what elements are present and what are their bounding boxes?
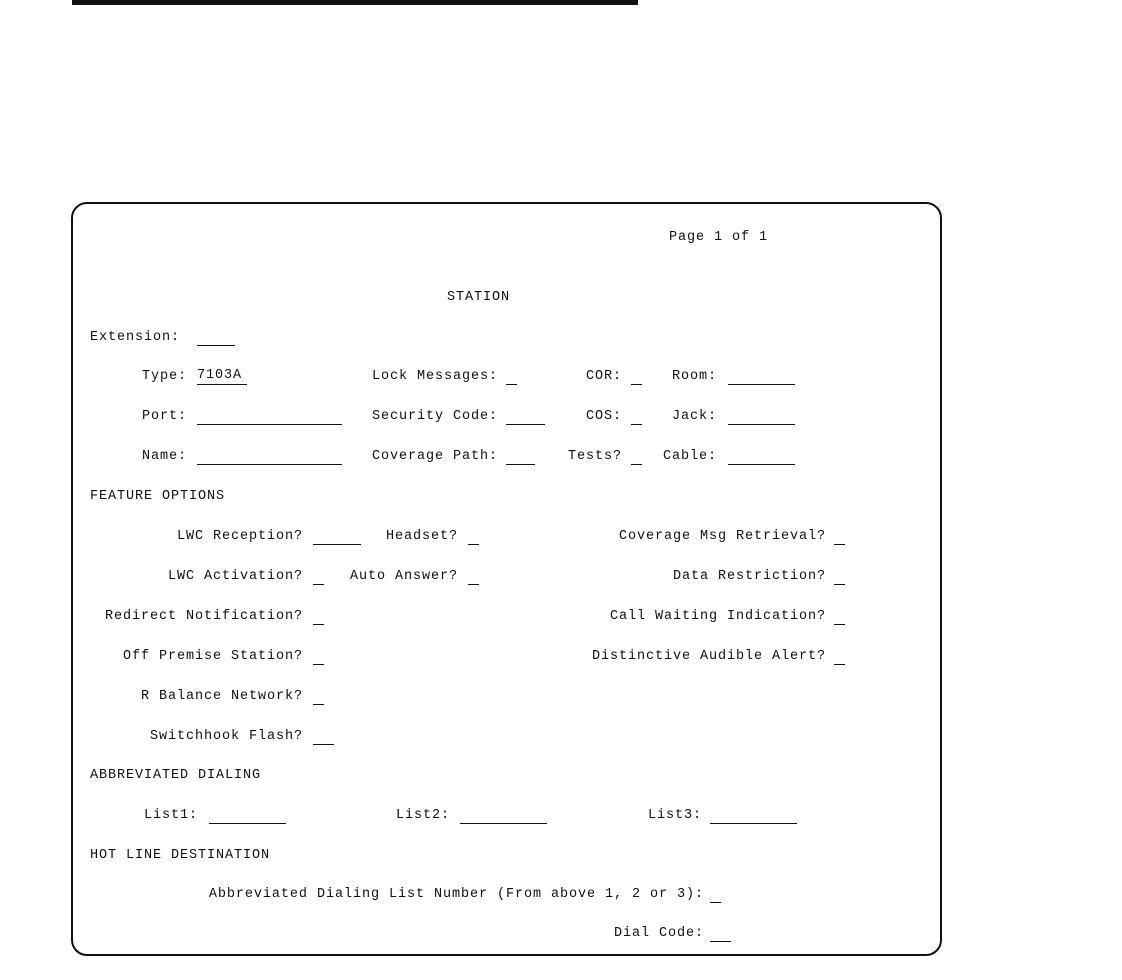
type-label: Type:	[141, 369, 187, 384]
coverage-path-label: Coverage Path:	[371, 449, 498, 464]
switchhook-flash-label: Switchhook Flash?	[149, 729, 303, 744]
cos-field[interactable]	[631, 409, 642, 425]
headset-field[interactable]	[468, 529, 479, 545]
data-restriction-label: Data Restriction?	[672, 569, 826, 584]
coverage-msg-retrieval-label: Coverage Msg Retrieval?	[618, 529, 826, 544]
cor-label: COR:	[585, 369, 622, 384]
list2-field[interactable]	[460, 808, 547, 824]
list1-field[interactable]	[209, 808, 286, 824]
extension-field[interactable]	[197, 330, 235, 346]
off-premise-station-field[interactable]	[313, 649, 324, 665]
distinctive-audible-alert-field[interactable]	[834, 649, 845, 665]
type-field[interactable]: 7103A	[197, 369, 247, 385]
feature-options-heading: FEATURE OPTIONS	[90, 489, 226, 504]
distinctive-audible-alert-label: Distinctive Audible Alert?	[591, 649, 826, 664]
cor-field[interactable]	[631, 369, 642, 385]
coverage-path-field[interactable]	[506, 449, 535, 465]
tests-field[interactable]	[631, 449, 642, 465]
lwc-reception-field[interactable]	[313, 529, 361, 545]
call-waiting-indication-label: Call Waiting Indication?	[609, 609, 826, 624]
list3-field[interactable]	[710, 808, 797, 824]
headset-label: Headset?	[385, 529, 458, 544]
room-label: Room:	[671, 369, 717, 384]
top-rule	[72, 0, 638, 5]
coverage-msg-retrieval-field[interactable]	[834, 529, 845, 545]
hot-line-destination-heading: HOT LINE DESTINATION	[90, 848, 271, 863]
name-label: Name:	[141, 449, 187, 464]
port-label: Port:	[141, 409, 187, 424]
list-number-field[interactable]	[710, 887, 721, 903]
list3-label: List3:	[647, 808, 702, 823]
security-code-label: Security Code:	[371, 409, 498, 424]
form-title: STATION	[447, 290, 511, 305]
jack-field[interactable]	[728, 409, 795, 425]
cos-label: COS:	[585, 409, 622, 424]
security-code-field[interactable]	[506, 409, 545, 425]
redirect-notification-field[interactable]	[313, 609, 324, 625]
lwc-activation-label: LWC Activation?	[167, 569, 303, 584]
data-restriction-field[interactable]	[834, 569, 845, 585]
list2-label: List2:	[395, 808, 450, 823]
list-number-label: Abbreviated Dialing List Number (From above 1, 2 or 3):	[208, 887, 704, 902]
redirect-notification-label: Redirect Notification?	[104, 609, 303, 624]
jack-label: Jack:	[671, 409, 717, 424]
name-field[interactable]	[197, 449, 342, 465]
extension-label: Extension:	[90, 330, 181, 345]
dial-code-field[interactable]	[710, 926, 731, 942]
cable-field[interactable]	[728, 449, 795, 465]
lock-messages-field[interactable]	[506, 369, 517, 385]
lwc-reception-label: LWC Reception?	[176, 529, 303, 544]
dial-code-label: Dial Code:	[613, 926, 704, 941]
off-premise-station-label: Off Premise Station?	[122, 649, 303, 664]
abbreviated-dialing-heading: ABBREVIATED DIALING	[90, 768, 262, 783]
switchhook-flash-field[interactable]	[313, 729, 334, 745]
room-field[interactable]	[728, 369, 795, 385]
call-waiting-indication-field[interactable]	[834, 609, 845, 625]
cable-label: Cable:	[662, 449, 717, 464]
auto-answer-label: Auto Answer?	[349, 569, 458, 584]
r-balance-network-field[interactable]	[313, 689, 324, 705]
tests-label: Tests?	[567, 449, 622, 464]
lwc-activation-field[interactable]	[313, 569, 324, 585]
lock-messages-label: Lock Messages:	[371, 369, 498, 384]
page-indicator: Page 1 of 1	[669, 230, 769, 245]
auto-answer-field[interactable]	[468, 569, 479, 585]
r-balance-network-label: R Balance Network?	[140, 689, 303, 704]
list1-label: List1:	[143, 808, 198, 823]
port-field[interactable]	[197, 409, 342, 425]
